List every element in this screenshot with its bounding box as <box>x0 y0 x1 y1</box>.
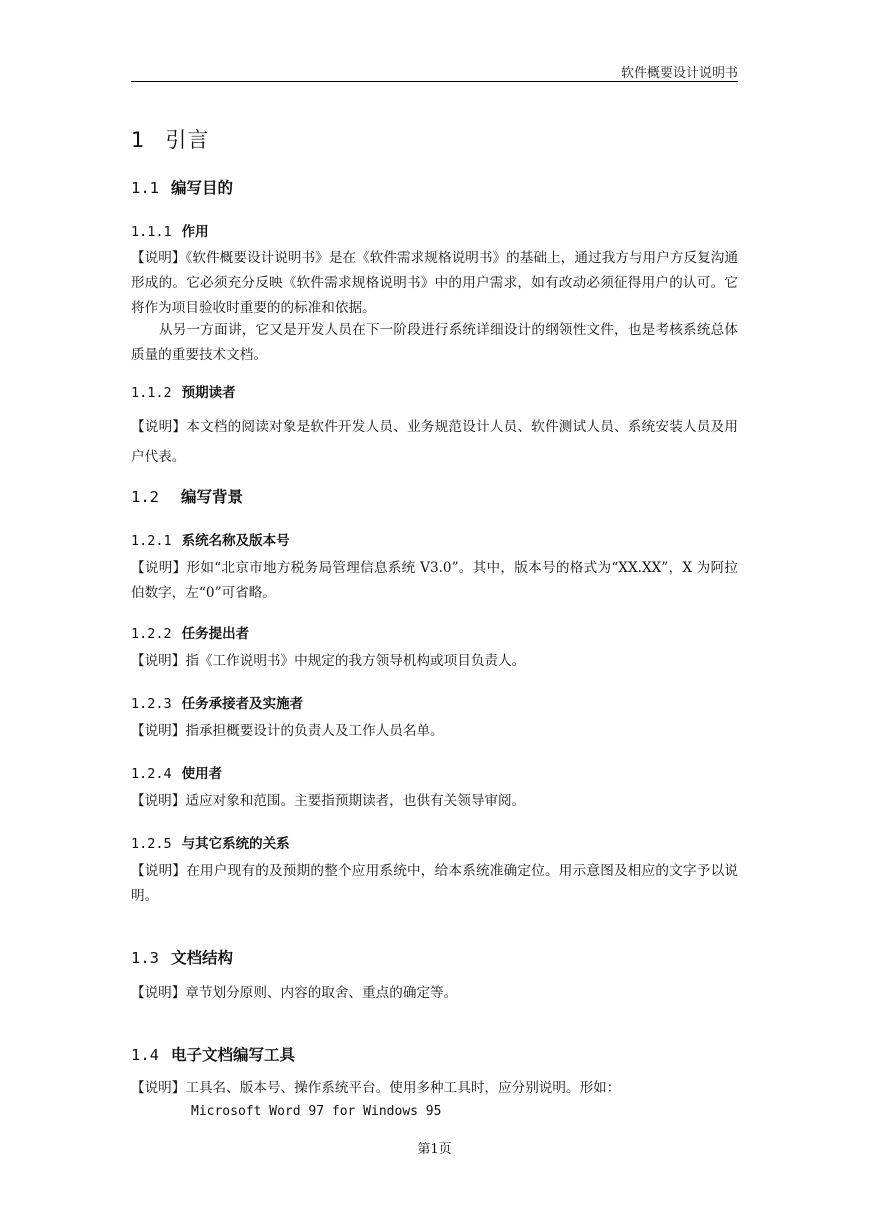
paragraph-readers: 【说明】本文档的阅读对象是软件开发人员、业务规范设计人员、软件测试人员、系统安装人员及用户代表。 <box>131 419 738 465</box>
heading-number: 1.1 <box>131 179 159 197</box>
heading-number: 1.3 <box>131 949 159 967</box>
heading-1-1-1 <box>131 220 209 240</box>
heading-text: 电子文档编写工具 <box>171 1046 296 1064</box>
heading-text: 使用者 <box>181 766 223 782</box>
paragraph-doc-structure: 【说明】章节划分原则、内容的取舍、重点的确定等。 <box>131 985 458 1001</box>
heading-number: 1 <box>131 128 146 152</box>
heading-number: 1.2.1 <box>131 533 172 549</box>
heading-1-2-3 <box>131 692 303 712</box>
heading-text: 作用 <box>181 224 209 240</box>
heading-number: 1.2 <box>131 488 159 506</box>
heading-1-2-2 <box>131 622 249 642</box>
heading-1-1 <box>131 176 233 198</box>
heading-number: 1.2.4 <box>131 766 172 782</box>
paragraph-relations: 【说明】在用户现有的及预期的整个应用系统中，给本系统准确定位。用示意图及相应的文字予以说明。 <box>131 863 738 904</box>
paragraph-purpose-2: 从另一方面讲，它又是开发人员在下一阶段进行系统详细设计的纲领性文件，也是考核系统总体质量的重要技术文档。 <box>131 322 738 363</box>
heading-1-3 <box>131 946 233 968</box>
heading-text: 任务提出者 <box>181 626 250 642</box>
paragraph-task-proposer: 【说明】指《工作说明书》中规定的我方领导机构或项目负责人。 <box>131 653 526 669</box>
heading-number: 1.2.5 <box>131 836 172 852</box>
heading-number: 1.1.1 <box>131 224 172 240</box>
heading-1-2-4 <box>131 762 222 782</box>
heading-1-2-5 <box>131 832 290 852</box>
heading-text: 文档结构 <box>171 949 234 967</box>
paragraph-users: 【说明】适应对象和范围。主要指预期读者，也供有关领导审阅。 <box>131 793 526 809</box>
heading-1-2 <box>131 485 243 507</box>
heading-1 <box>131 124 209 154</box>
heading-1-4 <box>131 1043 295 1065</box>
heading-text: 任务承接者及实施者 <box>181 696 304 712</box>
heading-text: 预期读者 <box>181 385 236 401</box>
heading-number: 1.1.2 <box>131 385 172 401</box>
heading-text: 引言 <box>165 128 210 152</box>
heading-text: 系统名称及版本号 <box>181 533 290 549</box>
heading-1-1-2 <box>131 381 236 401</box>
heading-number: 1.2.2 <box>131 626 172 642</box>
running-header-title: 软件概要设计说明书 <box>620 66 738 81</box>
heading-number: 1.2.3 <box>131 696 172 712</box>
header-rule <box>131 81 738 82</box>
paragraph-tools: 【说明】工具名、版本号、操作系统平台。使用多种工具时，应分别说明。形如： <box>131 1080 621 1096</box>
heading-text: 编写背景 <box>181 488 244 506</box>
heading-text: 编写目的 <box>171 179 234 197</box>
paragraph-task-implementer: 【说明】指承担概要设计的负责人及工作人员名单。 <box>131 723 444 739</box>
page-number: 第1页 <box>417 1142 452 1157</box>
paragraph-purpose: 【说明】《软件概要设计说明书》是在《软件需求规格说明书》的基础上，通过我方与用户方反复沟通形成的。它必须充分反映《软件需求规格说明书》中的用户需求，如有改动必须征得用户的认可。它将作为项目验收时重要的的标准和依据。 <box>131 250 738 316</box>
heading-text: 与其它系统的关系 <box>181 836 290 852</box>
heading-1-2-1 <box>131 529 290 549</box>
heading-number: 1.4 <box>131 1046 159 1064</box>
tool-example: Microsoft Word 97 for Windows 95 <box>191 1104 442 1119</box>
paragraph-system-name: 【说明】形如“北京市地方税务局管理信息系统 V3.0”。其中，版本号的格式为“XX.XX”，X 为阿拉伯数字，左“0”可省略。 <box>131 560 738 601</box>
